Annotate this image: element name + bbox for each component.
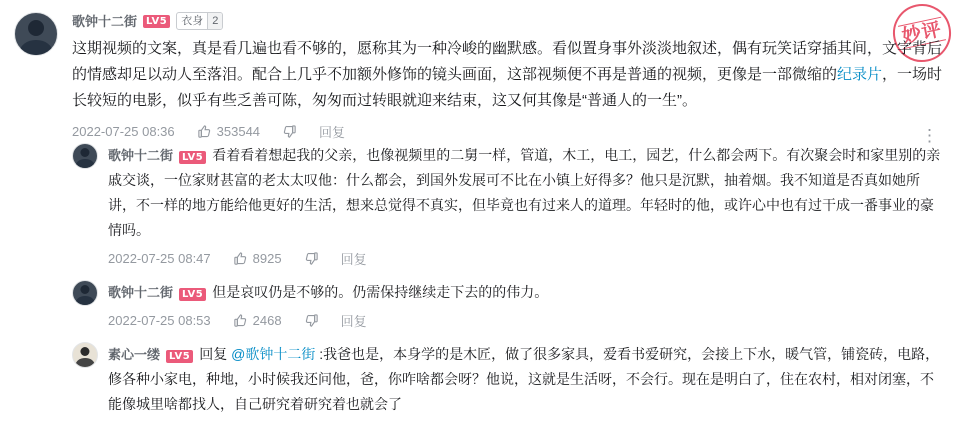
reply-button[interactable]: 回复 [319,125,346,140]
reply-body [108,280,945,340]
username[interactable]: 歌钟十二街 [72,13,138,29]
status-badge [176,12,223,30]
reply-meta [108,249,945,268]
like-button[interactable] [233,313,282,328]
root-comment-text-part2: ，一场时长较短的电影，似乎有些乏善可陈，匆匆而过转眼就迎来结束，这又何其像是“普通人的一生”。 [72,66,943,109]
like-count: 8925 [252,251,282,266]
avatar-body-shape [20,40,53,56]
status-badge-left: 衣身 [181,15,204,27]
username[interactable]: 歌钟十二街 [108,148,174,163]
avatar-body-shape [76,296,95,306]
thumbs-up-icon [233,313,248,328]
timestamp: 2022-07-25 08:53 [108,313,211,328]
avatar-head-shape [28,20,44,36]
reply-body [108,143,945,278]
list-item [72,342,945,417]
reply-list [72,143,945,417]
reply-body [108,342,945,417]
reply-text-line [108,143,945,243]
reply-button[interactable]: 回复 [340,252,367,267]
timestamp: 2022-07-25 08:47 [108,251,211,266]
more-options-icon[interactable]: ⋮ [921,126,939,145]
thumbs-up-icon [197,124,212,139]
username[interactable]: 歌钟十二街 [108,285,174,300]
avatar-head-shape [80,347,89,356]
root-comment-header [72,12,945,30]
avatar-body-shape [76,358,95,368]
avatar-head-shape [80,148,89,157]
root-comment [14,12,945,143]
thumbs-up-icon [233,251,248,266]
root-comment-text [72,36,945,114]
reply-text: 看着看着想起我的父亲，也像视频里的二舅一样，管道，木工，电工，园艺，什么都会两下。有次聚会时和家里别的亲戚交谈，一位家财甚富的老太太叹他：什么都会，到国外发展可不比在小镇上好得多？他只是沉默，抽着烟。我不知道是否真如她所讲，不一样的地方能给他更好的生活，想来总觉得不真实，但毕竟也有过来人的道理。年轻时的他，或许心中也有过干成一番事业的豪情吗。 [108,147,941,238]
thumbs-down-icon [282,124,297,139]
avatar-head-shape [80,285,89,294]
avatar-body-shape [76,159,95,169]
level-badge: LV5 [166,350,193,363]
featured-comment-stamp-label: 妙评 [898,17,946,50]
thumbs-down-icon [304,251,319,266]
root-comment-meta [72,122,945,145]
reply-text-line [108,280,945,305]
level-badge: LV5 [179,151,206,164]
reply-button[interactable]: 回复 [340,314,367,329]
like-button[interactable] [233,251,282,266]
root-comment-body [72,12,945,145]
like-count: 353544 [216,124,261,139]
reply-colon: : [315,346,324,362]
username[interactable]: 素心一缕 [108,347,161,362]
avatar[interactable] [14,12,58,56]
like-count: 2468 [252,313,282,328]
reply-text-line [108,342,945,417]
status-badge-right: 2 [207,13,222,29]
reply-prefix: 回复 [199,346,228,362]
avatar[interactable] [72,143,98,169]
timestamp: 2022-07-25 08:36 [72,124,175,139]
documentary-link[interactable]: 纪录片 [837,66,883,83]
reply-text: 我爸也是，本身学的是木匠，做了很多家具，爱看书爱研究，会接上下水，暖气管，铺瓷砖，电路，修各种小家电，种地，小时候我还问他，爸，你咋啥都会呀？他说，这就是生活呀，不会行。现在是明白了，住在农村，相对闭塞，不能像城里啥都找人，自己研究着研究着也就会了 [108,346,940,412]
reply-meta [108,311,945,330]
thumbs-down-icon [304,313,319,328]
level-badge: LV5 [143,15,170,28]
list-item [72,280,945,340]
list-item [72,143,945,278]
dislike-button[interactable] [282,124,297,139]
avatar[interactable] [72,342,98,368]
mention-link[interactable]: @歌钟十二街 [231,346,316,362]
dislike-button[interactable] [304,313,319,328]
root-comment-text-part1: 这期视频的文案，真是看几遍也看不够的，愿称其为一种冷峻的幽默感。看似置身事外淡淡地叙述，偶有玩笑话穿插其间，文字背后的情感却足以动人至落泪。配合上几乎不加额外修饰的镜头画面，这部视频便不再是普通的视频，更像是一部微缩的 [72,40,943,83]
like-button[interactable] [197,124,260,139]
level-badge: LV5 [179,288,206,301]
reply-text: 但是哀叹仍是不够的。仍需保持继续走下去的的伟力。 [212,284,549,300]
avatar[interactable] [72,280,98,306]
dislike-button[interactable] [304,251,319,266]
